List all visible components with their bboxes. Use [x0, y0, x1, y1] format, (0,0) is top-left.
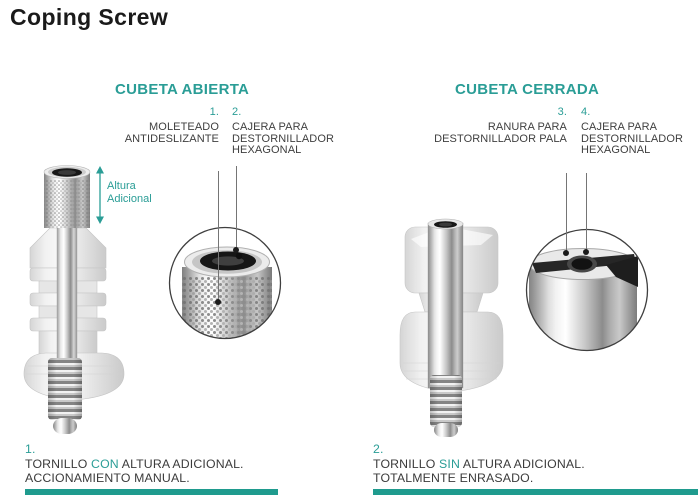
caption-text: ALTURA ADICIONAL.: [118, 456, 244, 471]
callout-line: CAJERA PARA: [581, 121, 658, 134]
callout-blade-slot: [434, 107, 567, 145]
leader-dot-hex-closed: [583, 249, 589, 255]
leader-line-knurling: [218, 171, 219, 301]
callout-line: DESTORNILLADOR: [232, 132, 335, 145]
leader-dot-slot: [563, 250, 569, 256]
callout-line: HEXAGONAL: [581, 144, 651, 157]
caption-line-1: [25, 457, 244, 472]
leader-dot-knurling: [215, 299, 221, 305]
leader-line-hex-closed: [586, 173, 587, 252]
section-heading-closed-tray: CUBETA CERRADA: [455, 81, 600, 98]
leader-line-hex-open: [236, 166, 237, 250]
open-tray-screw-illustration: [18, 160, 128, 445]
callout-number: 2.: [232, 106, 242, 118]
height-note-line: Adicional: [107, 192, 152, 205]
callout-number: 4.: [581, 106, 591, 118]
callout-line: HEXAGONAL: [232, 144, 302, 157]
caption-number: 1.: [25, 442, 36, 456]
caption-number: 2.: [373, 442, 384, 456]
caption-text: ALTURA ADICIONAL.: [460, 456, 585, 471]
page-title: Coping Screw: [10, 4, 169, 30]
callout-hex-socket-open: [232, 107, 334, 157]
section-heading-open-tray: CUBETA ABIERTA: [115, 81, 250, 98]
caption-text: TORNILLO: [373, 456, 440, 471]
accent-bar-closed-tray: [373, 489, 698, 495]
caption-accent-word: SIN: [439, 456, 460, 471]
caption-accent-word: CON: [91, 456, 119, 471]
callout-hex-socket-closed: [581, 107, 683, 157]
caption-line-2: TOTALMENTE ENRASADO.: [373, 471, 534, 486]
open-tray-detail-circle: [165, 223, 285, 343]
callout-line: DESTORNILLADOR PALA: [434, 132, 567, 145]
caption-line-2: ACCIONAMIENTO MANUAL.: [25, 471, 190, 486]
callout-knurling: [125, 107, 219, 145]
closed-tray-detail-circle: [522, 225, 652, 355]
leader-line-slot: [566, 173, 567, 253]
closed-tray-screw-illustration: [395, 215, 510, 450]
callout-line: RANURA PARA: [487, 121, 567, 134]
callout-line: ANTIDESLIZANTE: [124, 132, 219, 145]
callout-line: DESTORNILLADOR: [581, 132, 684, 145]
caption-closed-tray: [373, 443, 585, 486]
caption-text: TORNILLO: [25, 456, 92, 471]
accent-bar-open-tray: [25, 489, 278, 495]
caption-open-tray: [25, 443, 244, 486]
callout-line: CAJERA PARA: [232, 121, 309, 134]
caption-line-1: [373, 457, 585, 472]
callout-line: MOLETEADO: [149, 121, 219, 134]
callout-number: 3.: [557, 106, 567, 118]
leader-dot-hex-open: [233, 247, 239, 253]
height-note-line: Altura: [107, 180, 136, 192]
callout-number: 1.: [209, 106, 219, 118]
